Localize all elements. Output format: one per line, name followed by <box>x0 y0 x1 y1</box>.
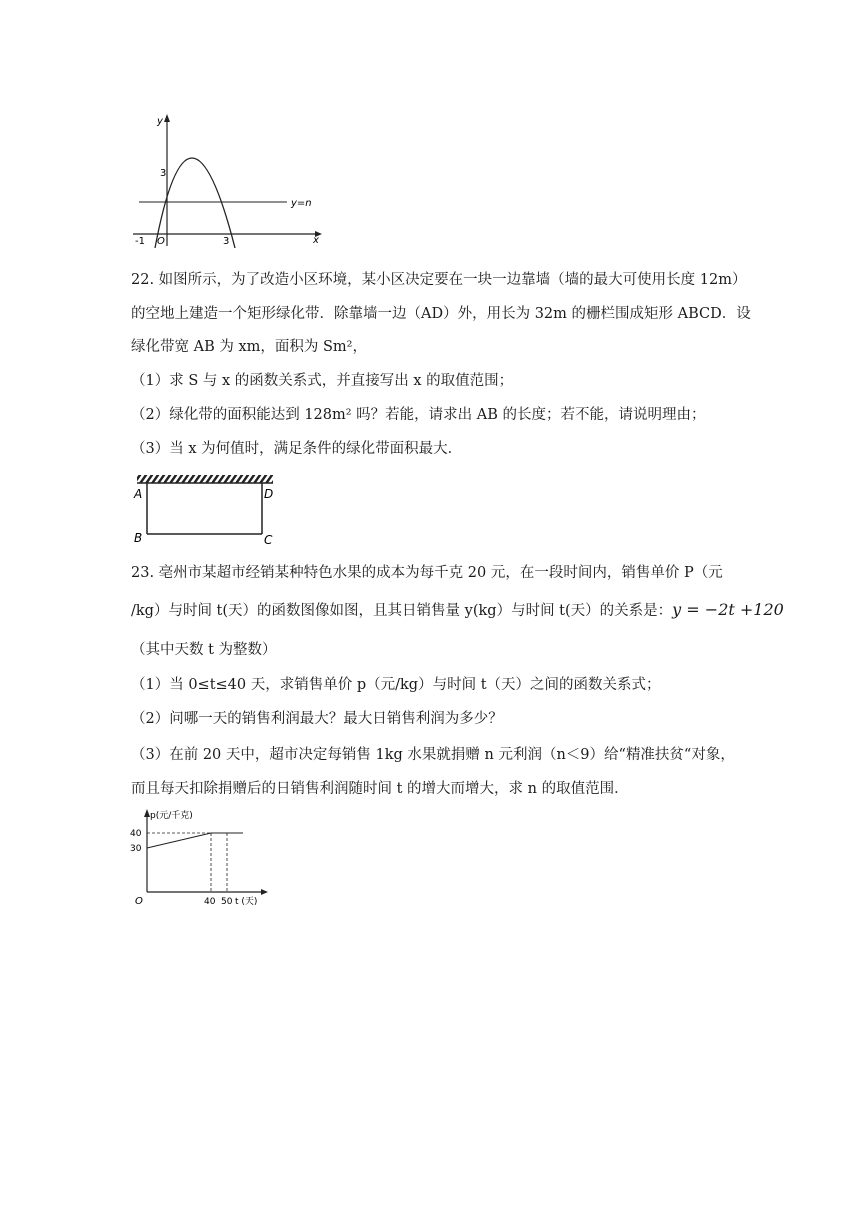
root-3-label: 3 <box>223 236 230 247</box>
q22-part3: （3）当 x 为何值时，满足条件的绿化带面积最大． <box>131 441 463 457</box>
vertex-b-label: B <box>134 531 143 545</box>
x-axis-label: x <box>313 235 319 246</box>
x-axis-arrow <box>261 889 268 895</box>
y-axis-label: y <box>157 116 163 127</box>
x-axis-label: t (天) <box>235 897 258 907</box>
vertex-a-label: A <box>134 487 143 501</box>
vertex-d-label: D <box>264 487 274 501</box>
q23-part4: 而且每天扣除捐赠后的日销售利润随时间 t 的增大而增大，求 n 的取值范围． <box>131 781 629 797</box>
q22-line3: 绿化带宽 AB 为 xm，面积为 Sm²， <box>131 339 367 355</box>
q23-line1: 23. 亳州市某超市经销某种特色水果的成本为每千克 20 元，在一段时间内，销售单价 P（元 <box>131 565 723 581</box>
q23-line3: （其中天数 t 为整数） <box>131 642 277 658</box>
root-neg1-label: -1 <box>135 236 145 247</box>
x-tick-50: 50 <box>221 897 233 907</box>
q22-line1: 22. 如图所示，为了改造小区环境，某小区决定要在一块一边靠墙（墙的最大可使用长度 12m） <box>131 272 747 288</box>
y-intercept-label: 3 <box>160 168 167 179</box>
parabola-figure <box>125 110 330 250</box>
y-axis-arrow <box>164 114 170 122</box>
rising-segment <box>147 833 211 848</box>
price-time-figure <box>125 805 270 910</box>
q23-line2 <box>131 600 784 621</box>
y-tick-30: 30 <box>130 844 142 854</box>
q23-part2: （2）问哪一天的销售利润最大？最大日销售利润为多少？ <box>131 711 503 727</box>
q23-part3: （3）在前 20 天中，超市决定每销售 1kg 水果就捐赠 n 元利润（n＜9）给“精准扶贫“对象， <box>131 747 735 763</box>
y-axis-label: p(元/千克) <box>150 811 193 821</box>
origin-label: O <box>157 236 165 247</box>
q23-line2-text: /kg）与时间 t(天）的函数图像如图，且其日销售量 y(kg）与时间 t(天）的关系是： <box>131 603 673 619</box>
q22-part1: （1）求 S 与 x 的函数关系式，并直接写出 x 的取值范围； <box>131 373 514 389</box>
origin-label: O <box>135 896 143 907</box>
q23-part1: （1）当 0≤t≤40 天，求销售单价 p（元/kg）与时间 t（天）之间的函数关系式； <box>131 677 661 693</box>
q23-formula: y = −2t +120 <box>672 600 784 619</box>
x-tick-40: 40 <box>204 897 216 907</box>
rectangle-figure <box>130 470 285 548</box>
vertex-c-label: C <box>264 533 273 547</box>
q22-part2: （2）绿化带的面积能达到 128m² 吗？若能，请求出 AB 的长度；若不能，请说明理由； <box>131 407 706 423</box>
q22-line2: 的空地上建造一个矩形绿化带．除靠墙一边（AD）外，用长为 32m 的栅栏围成矩形 ABCD．设 <box>131 306 751 322</box>
y-tick-40: 40 <box>130 829 142 839</box>
wall-hatch <box>137 475 273 483</box>
line-label: y=n <box>291 198 312 209</box>
